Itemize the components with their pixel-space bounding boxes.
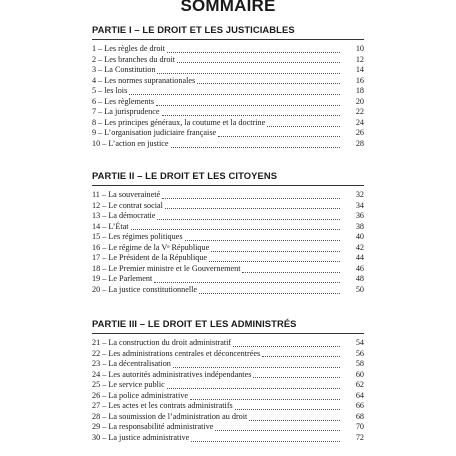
toc-entry-title: 3 – La Constitution (92, 65, 156, 75)
toc-entry (92, 274, 364, 285)
toc-page-number: 22 (355, 107, 364, 117)
dot-leader (262, 350, 340, 357)
dot-leader (167, 382, 340, 389)
toc-page-number: 28 (355, 138, 364, 148)
toc-entry (92, 338, 364, 349)
dot-leader (173, 361, 340, 368)
toc-entry (92, 211, 364, 222)
toc-page-number: 56 (355, 348, 364, 358)
toc-page-number: 18 (355, 86, 364, 96)
toc-entry (92, 370, 364, 381)
part-2 (92, 170, 364, 295)
toc-entry-title: 9 – L’organisation judiciaire française (92, 128, 217, 138)
toc-page-number: 26 (355, 128, 364, 138)
part-heading: PARTIE III – LE DROIT ET LES ADMINISTRÉS (92, 318, 364, 334)
toc-page-number: 20 (355, 96, 364, 106)
toc-entry (92, 65, 364, 76)
toc-entry (92, 391, 364, 402)
toc-page-number: 16 (355, 75, 364, 85)
toc-entry-title: 14 – L’État (92, 221, 129, 231)
toc-page-number: 54 (355, 338, 364, 347)
toc-entry (92, 44, 364, 55)
toc-entry-title: 13 – La démocratie (92, 211, 156, 221)
toc-entry (92, 349, 364, 360)
toc-entry-title: 12 – Le contrat social (92, 200, 163, 210)
toc-page-number: 46 (355, 263, 364, 273)
toc-entry (92, 380, 364, 391)
toc-entry (92, 422, 364, 433)
dot-leader (253, 371, 340, 378)
toc-page-number: 64 (355, 390, 364, 400)
toc-page-number: 48 (355, 274, 364, 284)
toc-entry (92, 55, 364, 66)
dot-leader (267, 120, 340, 127)
toc-entry (92, 264, 364, 275)
toc-entry-title: 22 – Les administrations centrales et déconcentrées (92, 348, 261, 358)
toc-page-number: 66 (355, 401, 364, 411)
toc-page-number: 60 (355, 369, 364, 379)
dot-leader (171, 141, 340, 148)
part-heading: PARTIE II – LE DROIT ET LES CITOYENS (92, 170, 364, 186)
toc-entry-title: 11 – La souveraineté (92, 190, 161, 199)
dot-leader (129, 88, 340, 95)
toc-entry-title: 24 – Les autorités administratives indépendantes (92, 369, 252, 379)
dot-leader (185, 234, 340, 241)
dot-leader (197, 77, 340, 84)
dot-leader (165, 202, 340, 209)
dot-leader (233, 340, 340, 347)
part-heading: PARTIE I – LE DROIT ET LES JUSTICIABLES (92, 24, 364, 40)
toc-page-number: 58 (355, 359, 364, 369)
toc-page-number: 36 (355, 211, 364, 221)
toc-page-number: 12 (355, 54, 364, 64)
toc-entry-title: 26 – La police administrative (92, 390, 188, 400)
dot-leader (154, 276, 340, 283)
toc-entry-title: 20 – La justice constitutionnelle (92, 284, 198, 294)
toc-page-number: 70 (355, 422, 364, 432)
toc-entry (92, 243, 364, 254)
toc-entry (92, 253, 364, 264)
dot-leader (211, 245, 340, 252)
toc-page-number: 24 (355, 117, 364, 127)
part-1 (92, 24, 364, 149)
dot-leader (235, 403, 340, 410)
toc-page-number: 42 (355, 242, 364, 252)
toc-entry-title: 19 – Le Parlement (92, 274, 153, 284)
toc-entry-title: 5 – les lois (92, 86, 128, 96)
toc-entry-title: 21 – La construction du droit administratif (92, 338, 232, 347)
dot-leader (191, 435, 340, 442)
toc-page-number: 10 (355, 44, 364, 53)
toc-entry-title: 29 – La responsabilité administrative (92, 422, 214, 432)
part-3 (92, 318, 364, 443)
entry-list (92, 44, 364, 149)
dot-leader (167, 46, 340, 53)
toc-entry-title: 23 – La décentralisation (92, 359, 171, 369)
toc-entry-title: 1 – Les règles de droit (92, 44, 165, 53)
toc-entry (92, 107, 364, 118)
page-title: SOMMAIRE (180, 0, 276, 15)
toc-entry-title: 18 – Le Premier ministre et le Gouvernement (92, 263, 241, 273)
toc-page-number: 32 (355, 190, 364, 199)
toc-page-number: 34 (355, 200, 364, 210)
toc-entry-title: 15 – Les régimes politiques (92, 232, 183, 242)
toc-page-number: 72 (355, 432, 364, 442)
toc-entry-title: 10 – L’action en justice (92, 138, 169, 148)
toc-entry (92, 412, 364, 423)
toc-entry (92, 222, 364, 233)
toc-entry-title: 27 – Les actes et les contrats administratifs (92, 401, 233, 411)
toc-entry (92, 285, 364, 296)
toc-page-number: 38 (355, 221, 364, 231)
dot-leader (162, 109, 340, 116)
dot-leader (209, 255, 340, 262)
toc-entry-title: 25 – Le service public (92, 380, 165, 390)
toc-entry (92, 139, 364, 150)
toc-entry-title: 6 – Les règlements (92, 96, 155, 106)
dot-leader (157, 213, 340, 220)
toc-entry (92, 232, 364, 243)
toc-entry-title: 28 – La soumission de l’administration au droit (92, 411, 248, 421)
dot-leader (156, 99, 340, 106)
toc-entry-title: 30 – La justice administrative (92, 432, 190, 442)
toc-entry (92, 118, 364, 129)
dot-leader (177, 56, 340, 63)
toc-entry-title: 4 – Les normes supranationales (92, 75, 196, 85)
dot-leader (215, 424, 340, 431)
toc-entry-title: 7 – La jurisprudence (92, 107, 160, 117)
toc-entry (92, 128, 364, 139)
dot-leader (131, 223, 340, 230)
toc-entry (92, 433, 364, 444)
toc-entry-title: 8 – Les principes généraux, la coutume et la doctrine (92, 117, 266, 127)
toc-entry-title: 2 – Les branches du droit (92, 54, 175, 64)
toc-page-number: 14 (355, 65, 364, 75)
toc-entry (92, 359, 364, 370)
toc-entry (92, 401, 364, 412)
toc-page-number: 50 (355, 284, 364, 294)
dot-leader (157, 67, 340, 74)
dot-leader (242, 266, 340, 273)
toc-page-number: 44 (355, 253, 364, 263)
entry-list (92, 190, 364, 295)
dot-leader (249, 414, 340, 421)
toc-entry (92, 76, 364, 87)
toc-entry (92, 86, 364, 97)
dot-leader (199, 287, 340, 294)
dot-leader (162, 192, 340, 199)
toc-entry-title: 16 – Le régime de la Vᵉ République (92, 242, 210, 252)
toc-entry-title: 17 – Le Président de la République (92, 253, 208, 263)
toc-page-number: 68 (355, 411, 364, 421)
toc-entry (92, 201, 364, 212)
dot-leader (218, 130, 340, 137)
toc-entry (92, 190, 364, 201)
entry-list (92, 338, 364, 443)
dot-leader (190, 393, 340, 400)
toc-page-number: 62 (355, 380, 364, 390)
toc-entry (92, 97, 364, 108)
toc-page-number: 40 (355, 232, 364, 242)
